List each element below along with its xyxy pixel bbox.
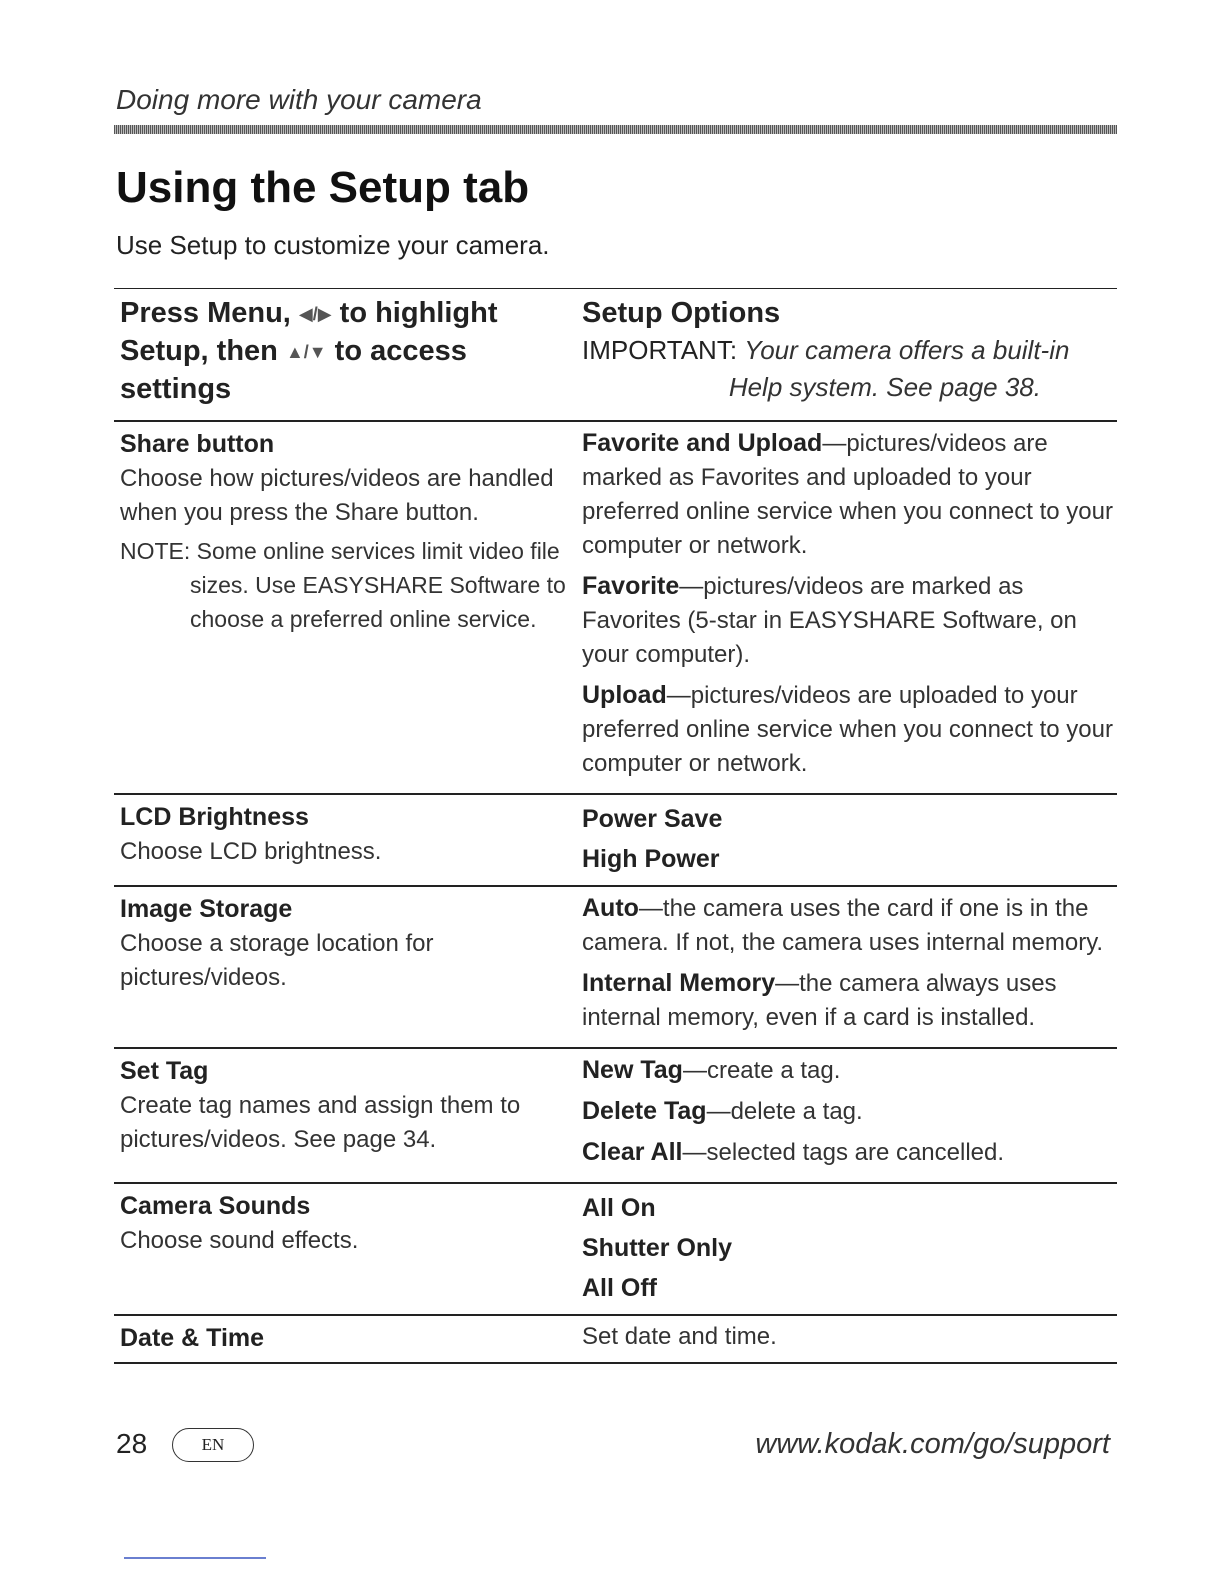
header-left: Press Menu, ◀/▶ to highlight Setup, then ▲/▼ to access settings (120, 297, 498, 405)
table-row (114, 1316, 1117, 1364)
table-row (114, 422, 1117, 795)
option: Shutter Only (582, 1233, 733, 1262)
table-header-row (114, 289, 1117, 422)
setting-name: Camera Sounds (120, 1191, 311, 1220)
setting-description: Choose LCD brightness. (120, 837, 382, 865)
setting-description: Choose how pictures/videos are handled when you press the Share button. (120, 464, 554, 526)
table-row (114, 1184, 1117, 1316)
setup-options-heading: Setup Options (582, 297, 781, 329)
help-reference: Help system. See page 38. (728, 372, 1041, 402)
bottom-accent-line (124, 1557, 266, 1559)
up-down-arrows-icon: ▲/▼ (285, 341, 327, 362)
section-header: Doing more with your camera (116, 84, 482, 115)
table-row (114, 887, 1117, 1049)
page-title: Using the Setup tab (116, 163, 530, 212)
support-url: www.kodak.com/go/support (755, 1428, 1110, 1460)
option: All Off (582, 1273, 657, 1302)
header-rule (114, 125, 1117, 134)
option: All On (582, 1193, 656, 1222)
option: Internal Memory—the camera always uses internal memory, even if a card is installed. (582, 968, 1057, 1031)
setting-name: Date & Time (120, 1323, 265, 1352)
table-row (114, 1049, 1117, 1184)
important-note: IMPORTANT: Your camera offers a built-in (582, 335, 1070, 365)
setting-name: LCD Brightness (120, 802, 309, 831)
option: Clear All—selected tags are cancelled. (582, 1137, 1005, 1166)
setting-name: Share button (120, 429, 275, 458)
setup-table (114, 288, 1117, 1364)
setting-description: Set date and time. (582, 1322, 777, 1350)
option: Power Save (582, 804, 723, 833)
option: Delete Tag—delete a tag. (582, 1096, 863, 1125)
option: Favorite—pictures/videos are marked as Favorites (5-star in EASYSHARE Software, on your computer). (582, 571, 1077, 668)
setting-description: Create tag names and assign them to pictures/videos. See page 34. (120, 1091, 521, 1153)
setting-description: Choose a storage location for pictures/videos. (120, 929, 434, 991)
page-number: 28 (116, 1428, 148, 1459)
option: Favorite and Upload—pictures/videos are marked as Favorites and uploaded to your preferred online service when you connect to your computer or network. (582, 428, 1113, 559)
intro-text: Use Setup to customize your camera. (116, 230, 550, 260)
note: NOTE: Some online services limit video file sizes. Use EASYSHARE Software to choose a preferred online service. (120, 537, 566, 632)
setting-description: Choose sound effects. (120, 1226, 359, 1254)
option: New Tag—create a tag. (582, 1055, 841, 1084)
table-row (114, 795, 1117, 887)
option: Upload—pictures/videos are uploaded to your preferred online service when you connect to your computer or network. (582, 680, 1113, 777)
language-badge: EN (172, 1428, 254, 1462)
header-right (574, 295, 1117, 408)
setting-name: Image Storage (120, 894, 293, 923)
option: High Power (582, 844, 720, 873)
option: Auto—the camera uses the card if one is in the camera. If not, the camera uses internal memory. (582, 893, 1104, 956)
setting-name: Set Tag (120, 1056, 209, 1085)
left-right-arrows-icon: ◀/▶ (298, 303, 332, 324)
